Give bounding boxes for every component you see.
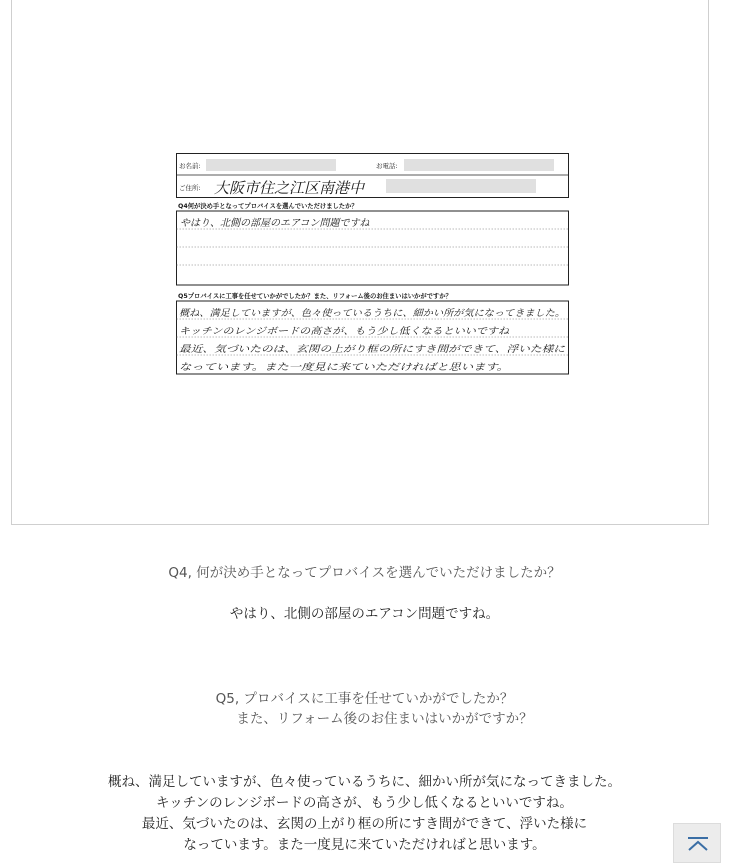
q5-answer-line: 最近、気づいたのは、玄関の上がり框の所にすき間ができて、浮いた様に [141,816,588,832]
redacted-address [386,179,536,193]
scan-phone-label: お電話: [376,162,398,170]
scan-address-handwriting: 大阪市住之江区南港中 [214,179,365,197]
survey-image-frame [11,0,709,525]
scan-name-label: お名前: [179,162,201,170]
back-to-top-button[interactable] [673,823,721,863]
q4-question: Q4, 何が決め手となってプロバイスを選んでいただけましたか？ [168,565,561,581]
survey-scan [176,153,569,375]
redacted-phone [404,159,554,171]
q5-answer-line: なっています。また一度見に来ていただければと思います。 [183,837,546,853]
redacted-name [206,159,336,171]
scan-q5-handwriting-3: 最近、気づいたのは、玄関の上がり框の所にすき間ができて、浮いた様に [179,344,566,355]
scan-q5-prompt: Q5プロバイスに工事を任せていかがでしたか？また、リフォーム後のお住まいはいかがですか？ [178,293,452,300]
scan-q5-handwriting-4: なっています。また一度見に来ていただければと思います。 [179,362,509,373]
q5-answer-line: 概ね、満足していますが、色々使っているうちに、細かい所が気になってきました。 [108,774,621,790]
chevron-up-icon [687,837,709,851]
q5-answer-line: キッチンのレンジボードの高さが、もう少し低くなるといいですね。 [156,795,573,811]
scan-address-label: ご住所: [179,184,201,192]
q5-question-line1: Q5, プロバイスに工事を任せていかがでしたか？ [215,691,514,707]
q5-question-line2: また、リフォーム後のお住まいはいかがですか？ [236,711,533,727]
scan-q4-handwriting: やはり、北側の部屋のエアコン問題ですね [180,218,370,229]
scan-q5-handwriting-2: キッチンのレンジボードの高さが、もう少し低くなるといいですね [179,326,510,337]
scan-q5-handwriting-1: 概ね、満足していますが、色々使っているうちに、細かい所が気になってきました。 [179,308,565,319]
q4-answer: やはり、北側の部屋のエアコン問題ですね。 [229,606,500,622]
scan-q4-prompt: Q4何が決め手となってプロバイスを選んでいただけましたか？ [178,203,358,210]
